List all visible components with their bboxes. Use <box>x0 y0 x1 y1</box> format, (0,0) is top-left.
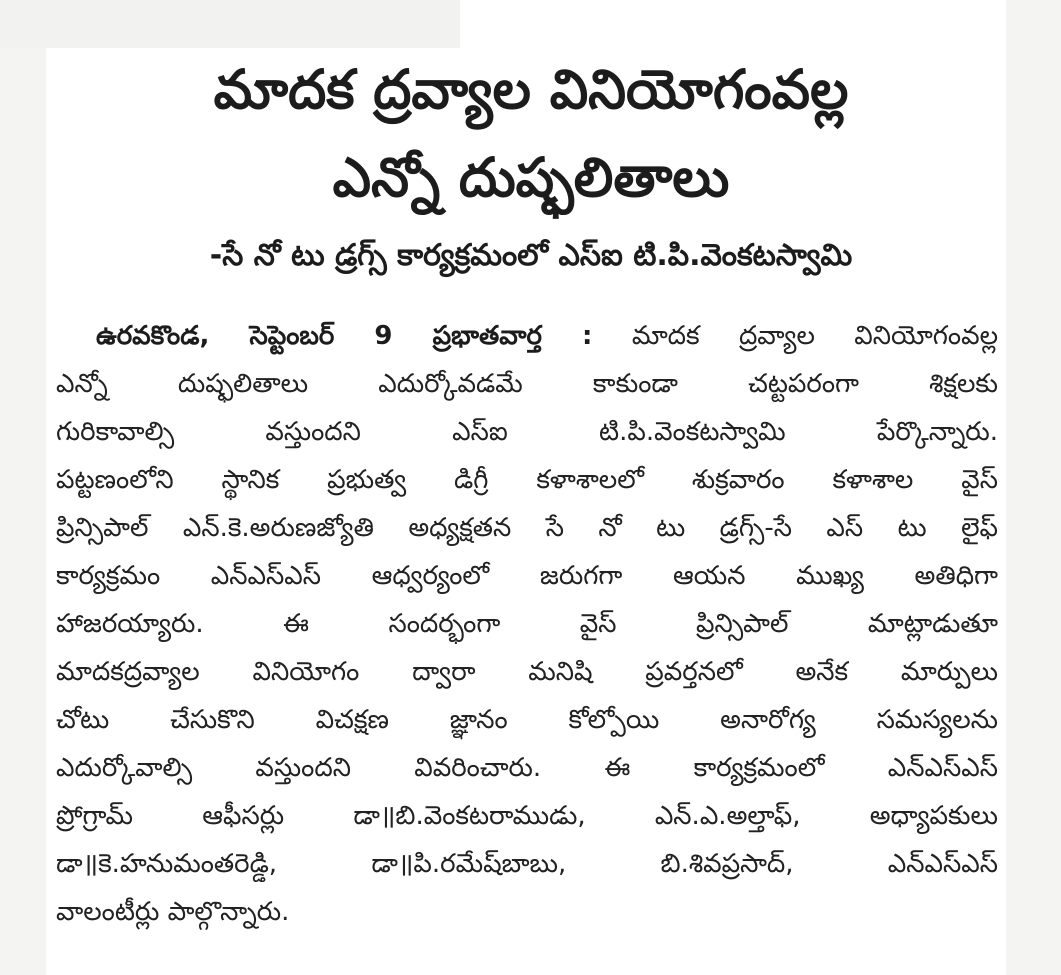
body-line-4: పట్టణంలోని స్థానిక ప్రభుత్వ డిగ్రీ కళాశాలలో శుక్రవారం కళాశాల వైస్ <box>56 465 998 495</box>
body-line-3: గురికావాల్సి వస్తుందని ఎస్ఐ టి.పి.వెంకటస్వామి పేర్కొన్నారు. <box>56 417 998 447</box>
dateline: ఉరవకొండ, సెప్టెంబర్ 9 ప్రభాతవార్త : <box>96 321 593 351</box>
body-line-13: వాలంటీర్లు పాల్గొన్నారు. <box>56 897 290 927</box>
body-line-5: ప్రిన్సిపాల్ ఎన్.కె.అరుణజ్యోతి అధ్యక్షతన సే నో టు డ్రగ్స్-సే ఎస్ టు లైఫ్ <box>56 513 998 543</box>
body-line-10: ఎదుర్కోవాల్సి వస్తుందని వివరించారు. ఈ కార్యక్రమంలో ఎన్ఎస్ఎస్ <box>56 753 998 783</box>
body-line-12: డా॥కె.హనుమంతరెడ్డి, డా॥పి.రమేష్‌బాబు, బి.శివప్రసాద్, ఎన్ఎస్ఎస్ <box>56 849 998 879</box>
headline-line-1: మాదక ద్రవ్యాల వినియోగంవల్ల <box>213 58 849 121</box>
body-line-2: ఎన్నో దుష్ఫలితాలు ఎదుర్కోవడమే కాకుండా చట్టపరంగా శిక్షలకు <box>56 369 998 399</box>
subheadline: -సే నో టు డ్రగ్స్ కార్యక్రమంలో ఎస్ఐ టి.పి.వెంకటస్వామి <box>209 238 853 273</box>
body-line-8: మాదకద్రవ్యాల వినియోగం ద్వారా మనిషి ప్రవర్తనలో అనేక మార్పులు <box>56 657 998 687</box>
body-line-9: చోటు చేసుకొని విచక్షణ జ్ఞానం కోల్పోయి అనారోగ్య సమస్యలను <box>56 705 998 735</box>
scan-margin <box>0 0 460 48</box>
body-text: మాదక ద్రవ్యాల వినియోగంవల్ల <box>631 321 998 351</box>
body-line-1 <box>96 312 998 360</box>
headline-line-2: ఎన్నో దుష్ఫలితాలు <box>332 146 730 209</box>
body-line-6: కార్యక్రమం ఎన్ఎస్ఎస్ ఆధ్వర్యంలో జరుగగా ఆయన ముఖ్య అతిధిగా <box>56 561 998 591</box>
body-line-7: హాజరయ్యారు. ఈ సందర్భంగా వైస్ ప్రిన్సిపాల్ మాట్లాడుతూ <box>56 609 998 639</box>
body-line-11: ప్రోగ్రామ్ ఆఫీసర్లు డా॥బి.వెంకటరాముడు, ఎన్.ఎ.అల్తాఫ్, అధ్యాపకులు <box>56 801 998 831</box>
